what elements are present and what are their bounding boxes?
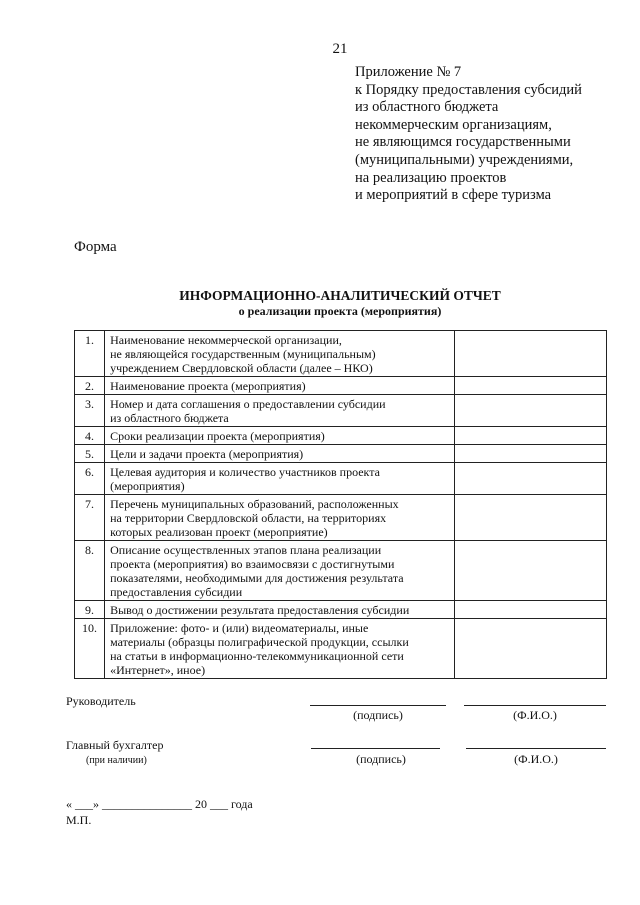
row-value-cell[interactable] xyxy=(455,395,607,427)
table-row xyxy=(75,331,607,377)
row-description: Вывод о достижении результата предоставления субсидии xyxy=(105,601,455,619)
appendix-line: Приложение № 7 xyxy=(355,64,462,80)
report-table xyxy=(74,330,607,679)
appendix-line: (муниципальными) учреждениями, xyxy=(355,151,574,168)
row-description: Сроки реализации проекта (мероприятия) xyxy=(105,427,455,445)
table-row xyxy=(75,495,607,541)
row-description: Наименование проекта (мероприятия) xyxy=(105,377,455,395)
accountant-name-caption: (Ф.И.О.) xyxy=(514,752,558,766)
row-number: 5. xyxy=(75,445,105,463)
accountant-note: (при наличии) xyxy=(86,755,147,766)
table-row xyxy=(75,395,607,427)
table-row xyxy=(75,463,607,495)
head-signature-line[interactable] xyxy=(310,705,446,706)
table-row xyxy=(75,427,607,445)
date-line: « ___» _______________ 20 ___ года xyxy=(66,797,253,811)
appendix-block xyxy=(355,64,582,205)
row-number: 4. xyxy=(75,427,105,445)
row-number: 2. xyxy=(75,377,105,395)
appendix-line: и мероприятий в сфере туризма xyxy=(355,187,552,204)
row-description: Перечень муниципальных образований, расположенных на территории Свердловской области, на территориях которых реализован проект (мероприятие) xyxy=(105,495,455,541)
appendix-line: некоммерческим организациям, xyxy=(355,116,552,133)
row-value-cell[interactable] xyxy=(455,445,607,463)
row-number: 8. xyxy=(75,541,105,601)
head-name-line[interactable] xyxy=(464,705,606,706)
row-number: 10. xyxy=(75,619,105,679)
row-value-cell[interactable] xyxy=(455,427,607,445)
stamp-label: М.П. xyxy=(66,813,92,827)
appendix-line: на реализацию проектов xyxy=(355,169,507,186)
row-value-cell[interactable] xyxy=(455,495,607,541)
row-value-cell[interactable] xyxy=(455,377,607,395)
row-number: 1. xyxy=(75,331,105,377)
row-description: Целевая аудитория и количество участников проекта (мероприятия) xyxy=(105,463,455,495)
table-row xyxy=(75,541,607,601)
head-name-caption: (Ф.И.О.) xyxy=(513,708,557,722)
row-value-cell[interactable] xyxy=(455,541,607,601)
table-row xyxy=(75,619,607,679)
row-number: 7. xyxy=(75,495,105,541)
document-title: ИНФОРМАЦИОННО-АНАЛИТИЧЕСКИЙ ОТЧЕТ xyxy=(179,288,501,303)
row-description: Приложение: фото- и (или) видеоматериалы, иные материалы (образцы полиграфической продукции, ссылки на статьи в информационно-телекоммуникационной сети «Интернет», иное) xyxy=(105,619,455,679)
row-description: Наименование некоммерческой организации, не являющейся государственным (муниципальным) учреждением Свердловской области (далее – НКО) xyxy=(105,331,455,377)
accountant-signature-caption: (подпись) xyxy=(356,752,406,766)
head-signature-caption: (подпись) xyxy=(353,708,403,722)
row-value-cell[interactable] xyxy=(455,331,607,377)
row-description: Цели и задачи проекта (мероприятия) xyxy=(105,445,455,463)
head-label: Руководитель xyxy=(66,694,136,708)
appendix-line: из областного бюджета xyxy=(355,99,499,116)
table-row xyxy=(75,601,607,619)
accountant-name-line[interactable] xyxy=(466,748,606,749)
page-number: 21 xyxy=(332,41,348,57)
row-number: 6. xyxy=(75,463,105,495)
row-description: Номер и дата соглашения о предоставлении субсидии из областного бюджета xyxy=(105,395,455,427)
form-label: Форма xyxy=(74,239,117,255)
row-description: Описание осуществленных этапов плана реализации проекта (мероприятия) во взаимосвязи с достигнутыми показателями, необходимыми для достижения результата предоставления субсидии xyxy=(105,541,455,601)
appendix-line: к Порядку предоставления субсидий xyxy=(355,81,582,98)
table-row xyxy=(75,445,607,463)
accountant-label: Главный бухгалтер xyxy=(66,738,164,752)
row-number: 3. xyxy=(75,395,105,427)
table-row xyxy=(75,377,607,395)
row-value-cell[interactable] xyxy=(455,463,607,495)
row-value-cell[interactable] xyxy=(455,619,607,679)
row-value-cell[interactable] xyxy=(455,601,607,619)
appendix-line: не являющимся государственными xyxy=(355,134,571,151)
document-subtitle: о реализации проекта (мероприятия) xyxy=(238,304,442,318)
accountant-signature-line[interactable] xyxy=(311,748,440,749)
row-number: 9. xyxy=(75,601,105,619)
